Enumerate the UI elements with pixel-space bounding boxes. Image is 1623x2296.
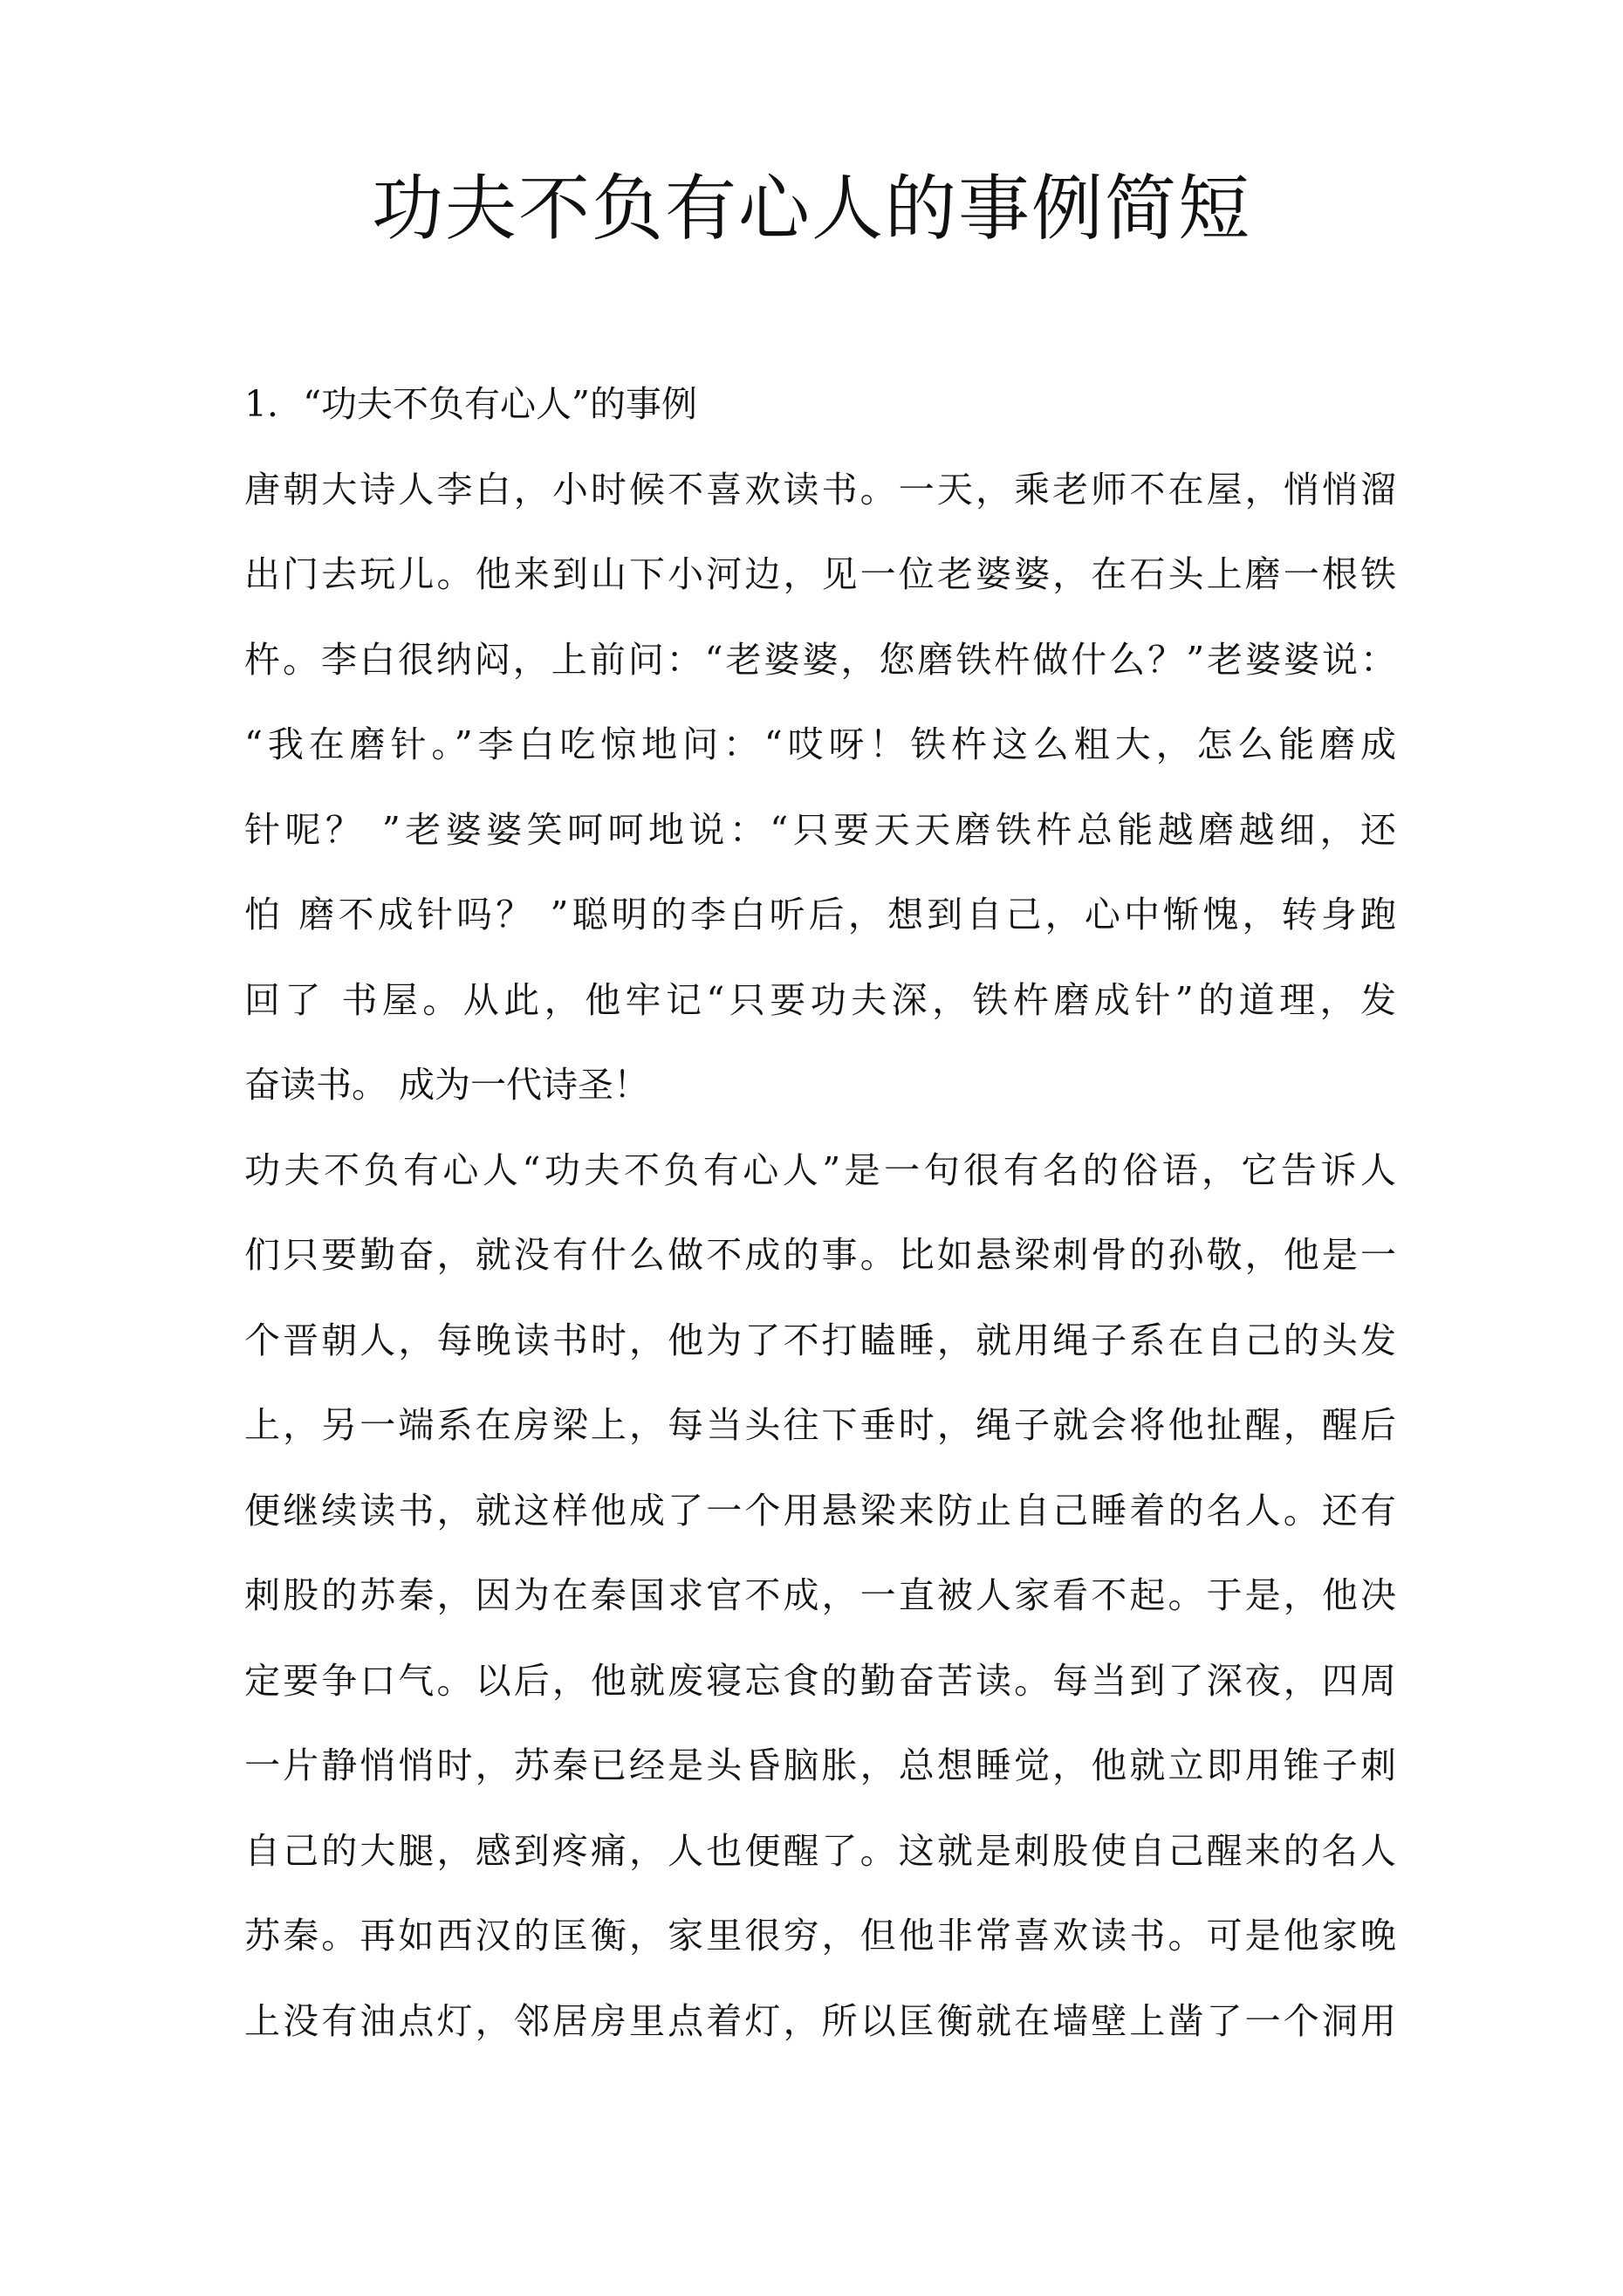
text-line: 们只要勤奋，就没有什么做不成的事。比如悬梁刺骨的孙敬，他是一	[244, 1234, 1396, 1276]
document-body	[244, 362, 1396, 2064]
paragraph-examples	[244, 1128, 1396, 2065]
text-line: 个晋朝人，每晚读书时，他为了不打瞌睡，就用绳子系在自己的头发	[244, 1319, 1396, 1361]
text-line: 杵。李白很纳闷，上前问：“老婆婆，您磨铁杵做什么？”老婆婆说：	[244, 638, 1396, 681]
text-line: 唐朝大诗人李白，小时候不喜欢读书。一天，乘老师不在屋，悄悄溜	[244, 468, 1396, 511]
text-line: 苏秦。再如西汉的匡衡，家里很穷，但他非常喜欢读书。可是他家晚	[244, 1915, 1396, 1957]
text-line: 回了 书屋。从此，他牢记“只要功夫深，铁杵磨成针”的道理，发	[244, 978, 1396, 1021]
text-line: 上，另一端系在房梁上，每当头往下垂时，绳子就会将他扯醒，醒后	[244, 1404, 1396, 1446]
text-line: 便继续读书，就这样他成了一个用悬梁来防止自己睡着的名人。还有	[244, 1489, 1396, 1532]
text-line: 奋读书。 成为一代诗圣！	[244, 1064, 650, 1106]
text-line: 出门去玩儿。他来到山下小河边，见一位老婆婆，在石头上磨一根铁	[244, 553, 1396, 595]
text-line: 怕 磨不成针吗？ ”聪明的李白听后，想到自己，心中惭愧，转身跑	[244, 894, 1396, 936]
document-title: 功夫不负有心人的事例简短	[371, 168, 1251, 250]
text-line: 一片静悄悄时，苏秦已经是头昏脑胀，总想睡觉，他就立即用锥子刺	[244, 1744, 1396, 1786]
text-line: 功夫不负有心人“功夫不负有心人”是一句很有名的俗语，它告诉人	[244, 1148, 1396, 1191]
text-line: 自己的大腿，感到疼痛，人也便醒了。这就是刺股使自己醒来的名人	[244, 1829, 1396, 1872]
text-line: 针呢？ ”老婆婆笑呵呵地说：“只要天天磨铁杵总能越磨越细，还	[244, 808, 1396, 851]
text-line: 刺股的苏秦，因为在秦国求官不成，一直被人家看不起。于是，他决	[244, 1574, 1396, 1616]
text-line: 定要争口气。以后，他就废寝忘食的勤奋苦读。每当到了深夜，四周	[244, 1659, 1396, 1702]
paragraph-li-bai	[244, 448, 1396, 1128]
text-line: 上没有油点灯，邻居房里点着灯，所以匡衡就在墙壁上凿了一个洞用	[244, 1999, 1396, 2042]
text-line: “我在磨针。”李白吃惊地问：“哎呀！铁杵这么粗大，怎么能磨成	[244, 723, 1396, 765]
section-heading: 1．“功夫不负有心人”的事例	[244, 383, 698, 425]
